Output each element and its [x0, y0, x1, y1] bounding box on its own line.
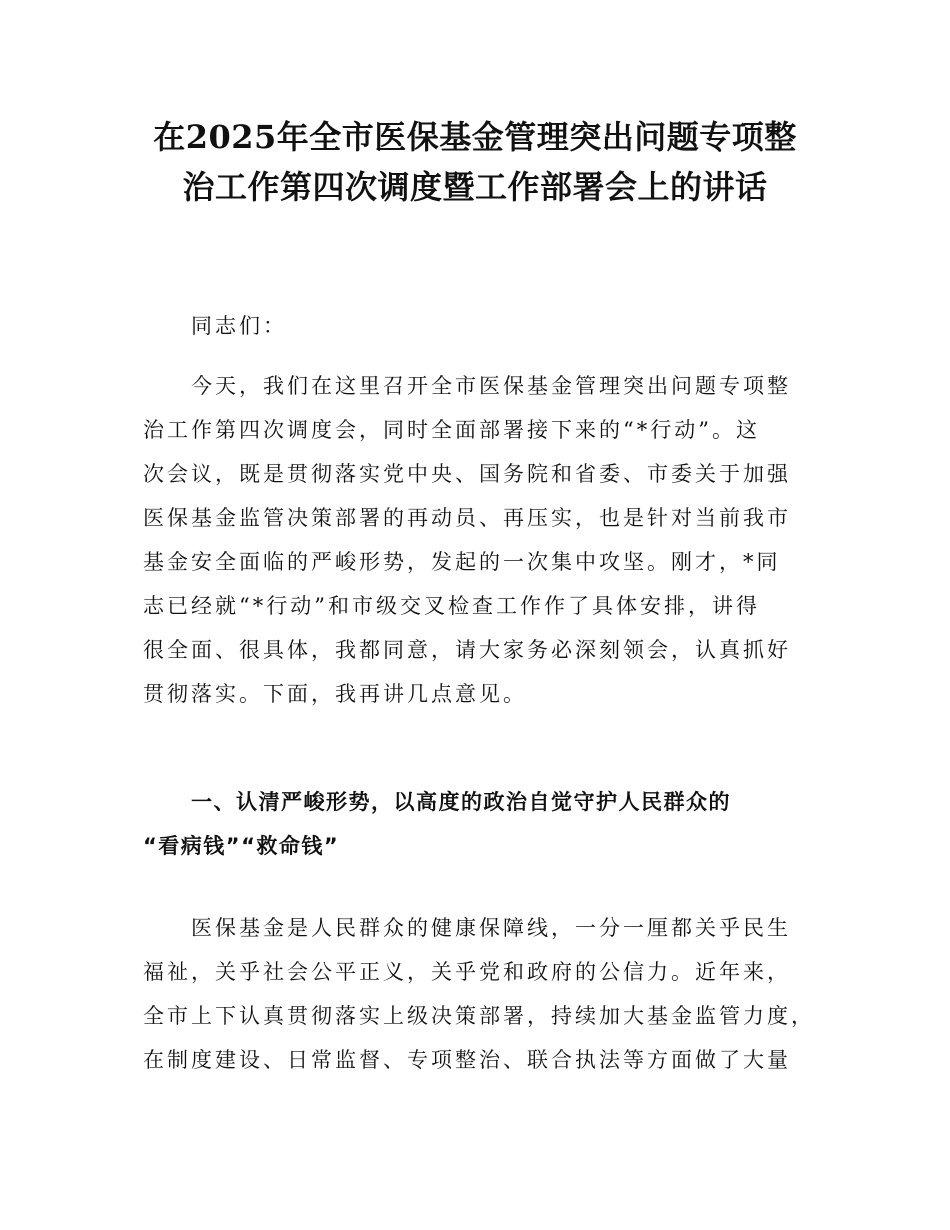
paragraph-1-line: 治工作第四次调度会，同时全面部署接下来的“*行动”。这	[143, 418, 760, 442]
paragraph-2-line: 全市上下认真贯彻落实上级决策部署，持续加大基金监管力度，	[143, 1004, 815, 1028]
paragraph-1-line: 很全面、很具体，我都同意，请大家务必深刻领会，认真抓好	[143, 638, 791, 662]
paragraph-2	[143, 906, 813, 1082]
paragraph-2-line: 福祉，关乎社会公平正义，关乎党和政府的公信力。近年来，	[143, 960, 791, 984]
section-heading-1	[143, 780, 813, 868]
paragraph-1-line: 次会议，既是贯彻落实党中央、国务院和省委、市委关于加强	[143, 462, 791, 486]
paragraph-1-line: 贯彻落实。下面，我再讲几点意见。	[143, 682, 527, 706]
paragraph-1-line: 志已经就“*行动”和市级交叉检查工作作了具体安排，讲得	[143, 594, 760, 618]
paragraph-1-line: 医保基金监管决策部署的再动员、再压实，也是针对当前我市	[143, 506, 791, 530]
greeting-text: 同志们：	[191, 314, 287, 338]
section-heading-1-line: 一、认清严峻形势，以高度的政治自觉守护人民群众的	[191, 790, 731, 814]
paragraph-2-line: 医保基金是人民群众的健康保障线，一分一厘都关乎民生	[191, 916, 791, 940]
greeting	[143, 304, 813, 348]
paragraph-2-line: 在制度建设、日常监督、专项整治、联合执法等方面做了大量	[143, 1048, 791, 1072]
paragraph-1-line: 今天，我们在这里召开全市医保基金管理突出问题专项整	[191, 374, 791, 398]
title-line-1: 在2025年全市医保基金管理突出问题专项整	[153, 118, 797, 156]
section-heading-1-line: “看病钱”“救命钱”	[143, 834, 340, 858]
paragraph-1-line: 基金安全面临的严峻形势，发起的一次集中攻坚。刚才，*同	[143, 550, 781, 574]
document-title	[100, 112, 850, 212]
title-line-2: 治工作第四次调度暨工作部署会上的讲话	[182, 168, 768, 206]
paragraph-1	[143, 364, 813, 716]
